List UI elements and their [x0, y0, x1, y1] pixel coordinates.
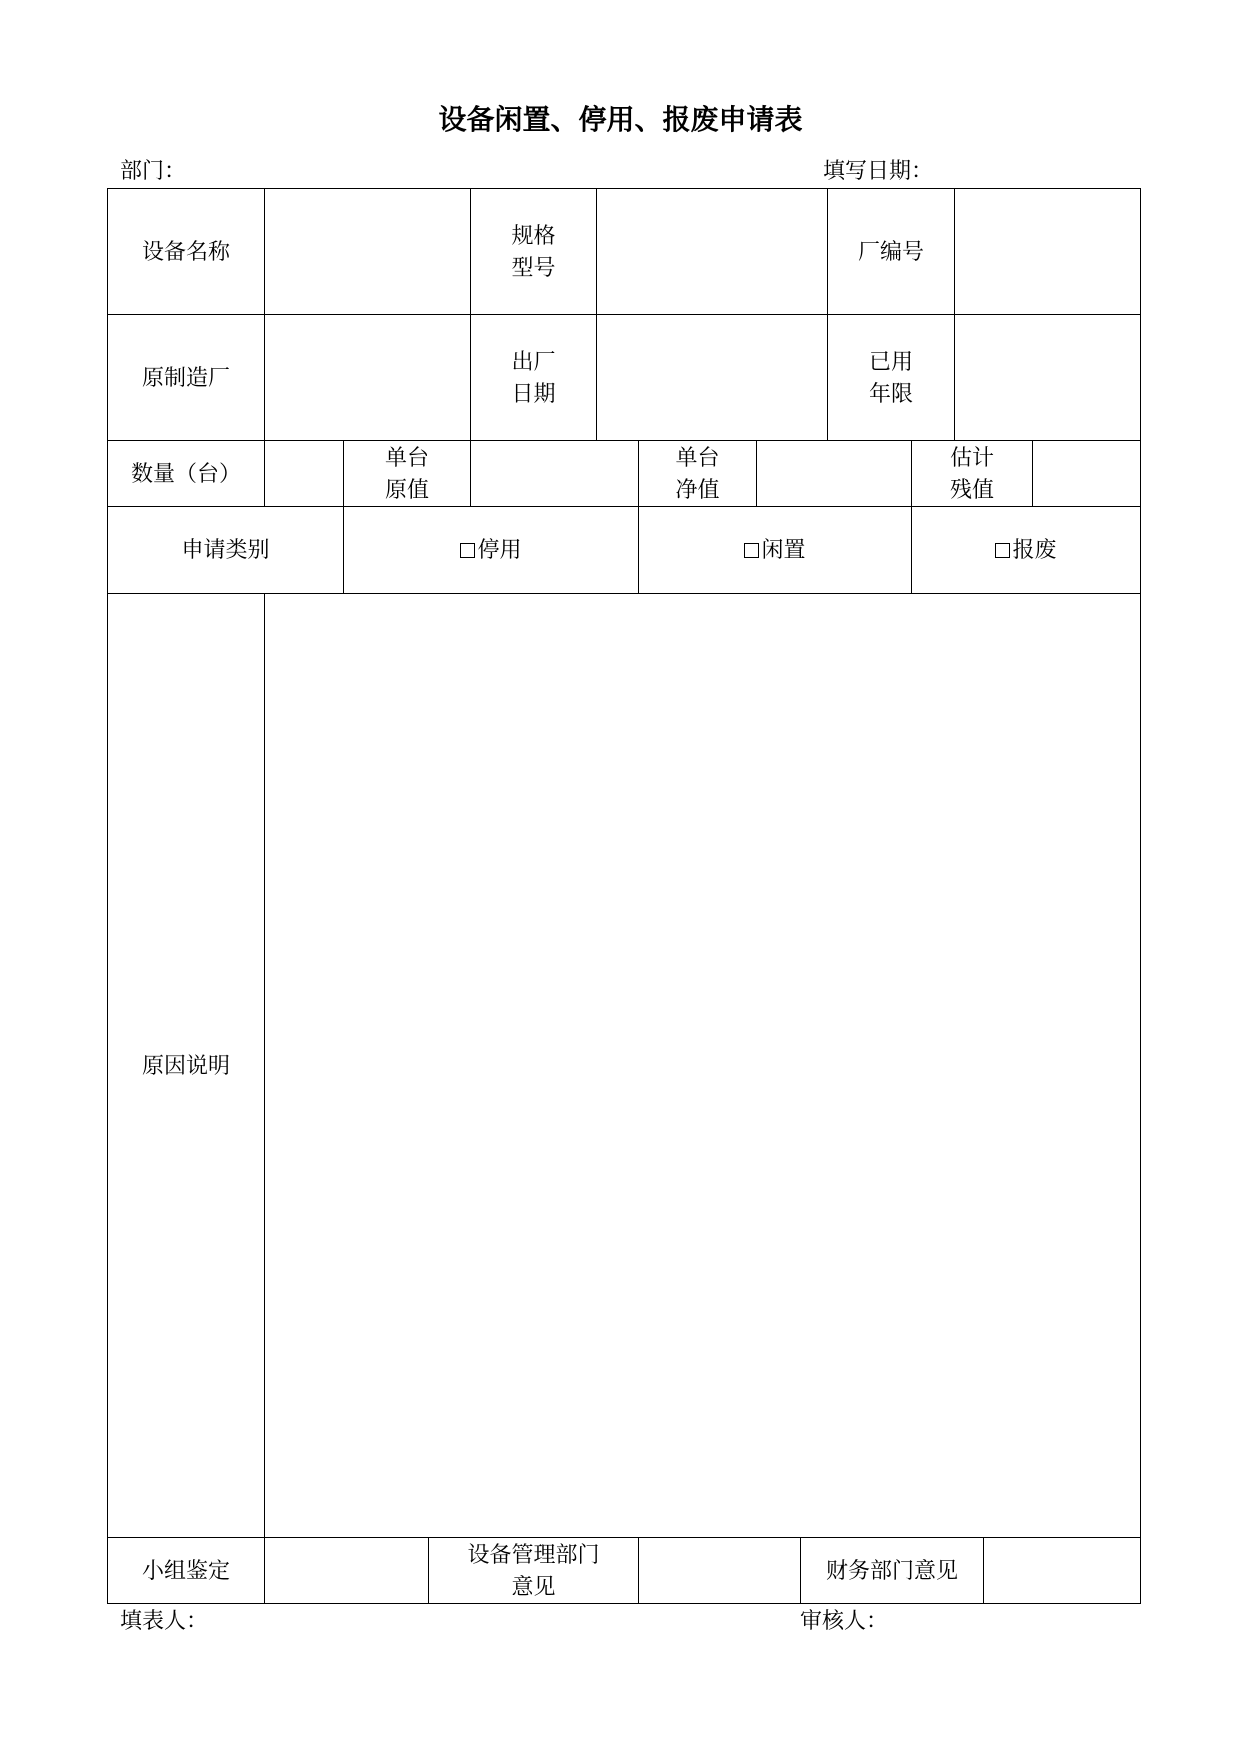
equipment-dept-opinion-field[interactable]	[638, 1537, 801, 1604]
department-label: 部门：	[120, 158, 187, 183]
original-manufacturer-field[interactable]	[264, 314, 471, 441]
years-used-label: 已用 年限	[827, 314, 955, 441]
spec-model-field[interactable]	[596, 188, 828, 315]
reason-label: 原因说明	[107, 593, 265, 1538]
option-scrap-label: 报废	[1012, 537, 1057, 562]
unit-net-value-label: 单台 净值	[638, 440, 757, 507]
manufacture-date-label: 出厂 日期	[470, 314, 597, 441]
group-appraisal-field[interactable]	[264, 1537, 429, 1604]
form-title: 设备闲置、停用、报废申请表	[438, 105, 803, 136]
estimated-residual-value-field[interactable]	[1032, 440, 1141, 507]
checkbox-icon[interactable]	[995, 543, 1010, 558]
equipment-name-field[interactable]	[264, 188, 471, 315]
unit-original-value-label: 单台 原值	[343, 440, 471, 507]
unit-original-value-field[interactable]	[470, 440, 639, 507]
option-idle[interactable]	[744, 534, 805, 566]
option-scrap-cell	[911, 506, 1141, 594]
equipment-name-label: 设备名称	[107, 188, 265, 315]
checkbox-icon[interactable]	[744, 543, 759, 558]
option-scrap[interactable]	[995, 534, 1056, 566]
finance-dept-opinion-field[interactable]	[983, 1537, 1141, 1604]
application-form-table	[107, 188, 1141, 1604]
reviewer-label: 审核人：	[800, 1608, 889, 1633]
factory-number-label: 厂编号	[827, 188, 955, 315]
estimated-residual-value-label: 估计 残值	[911, 440, 1033, 507]
years-used-field[interactable]	[954, 314, 1141, 441]
quantity-label: 数量（台）	[107, 440, 265, 507]
equipment-dept-opinion-label: 设备管理部门 意见	[428, 1537, 639, 1604]
option-suspend-label: 停用	[477, 537, 522, 562]
unit-net-value-field[interactable]	[756, 440, 912, 507]
option-idle-label: 闲置	[761, 537, 806, 562]
spec-model-label: 规格 型号	[470, 188, 597, 315]
original-manufacturer-label: 原制造厂	[107, 314, 265, 441]
quantity-field[interactable]	[264, 440, 344, 507]
manufacture-date-field[interactable]	[596, 314, 828, 441]
group-appraisal-label: 小组鉴定	[107, 1537, 265, 1604]
factory-number-field[interactable]	[954, 188, 1141, 315]
fill-date-label: 填写日期：	[823, 158, 934, 183]
application-type-label: 申请类别	[107, 506, 344, 594]
checkbox-icon[interactable]	[460, 543, 475, 558]
option-idle-cell	[638, 506, 912, 594]
finance-dept-opinion-label: 财务部门意见	[800, 1537, 984, 1604]
filler-label: 填表人：	[120, 1608, 209, 1633]
option-suspend-cell	[343, 506, 639, 594]
option-suspend[interactable]	[460, 534, 521, 566]
reason-field[interactable]	[264, 593, 1141, 1538]
